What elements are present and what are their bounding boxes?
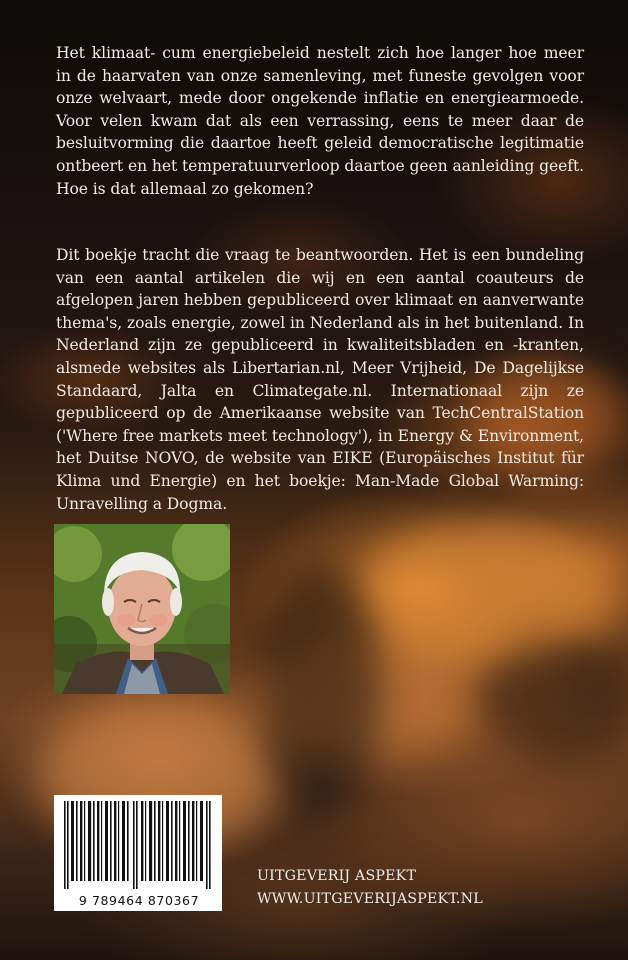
isbn-number: 9 789464 870367 [78,893,200,908]
author-portrait-icon [54,524,230,694]
cloud-shadow [480,640,628,760]
body-paragraph: Dit boekje tracht die vraag te beantwoorden. Het is een bundeling van een aantal artikelen die wij en een aantal coauteurs de afgelopen jaren hebben gepubliceerd over klimaat en aanverwante thema's, zoals energie, zowel in Nederland als in het buitenland. In Nederland zijn ze gepubliceerd in kwaliteitsbladen en -kranten, alsmede websites als Libertarian.nl, Meer Vrijheid, De Dagelijkse Standaard, Jalta en Climategate.nl. Internationaal zijn ze gepubliceerd op de Amerikaanse website van TechCentralStation ('Where free markets meet technology'), in Energy & Environment, het Duitse NOVO, de website van EIKE (Europäisches Institut für Klima und Energie) en het boekje: Man-Made Global Warming: Unravelling a Dogma. [56,246,584,513]
author-photo [54,524,230,694]
publisher-url: WWW.UITGEVERIJASPEKT.NL [257,891,483,907]
barcode-icon [54,795,222,895]
cloud-shadow [260,560,380,820]
publisher-name: UITGEVERIJ ASPEKT [257,868,417,884]
isbn-barcode [54,795,222,911]
intro-paragraph: Het klimaat- cum energiebeleid nestelt zich hoe langer hoe meer in de haarvaten van onze samenleving, met funeste gevolgen voor onze welvaart, mede door ongekende inflatie en energiearmoede. Voor velen kwam dat als een verrassing, eens te meer daar de besluitvorming die daartoe heeft geleid democratische legitimatie ontbeert en het temperatuurverloop daartoe geen aanleiding geeft. Hoe is dat allemaal zo gekomen? [56,44,584,198]
